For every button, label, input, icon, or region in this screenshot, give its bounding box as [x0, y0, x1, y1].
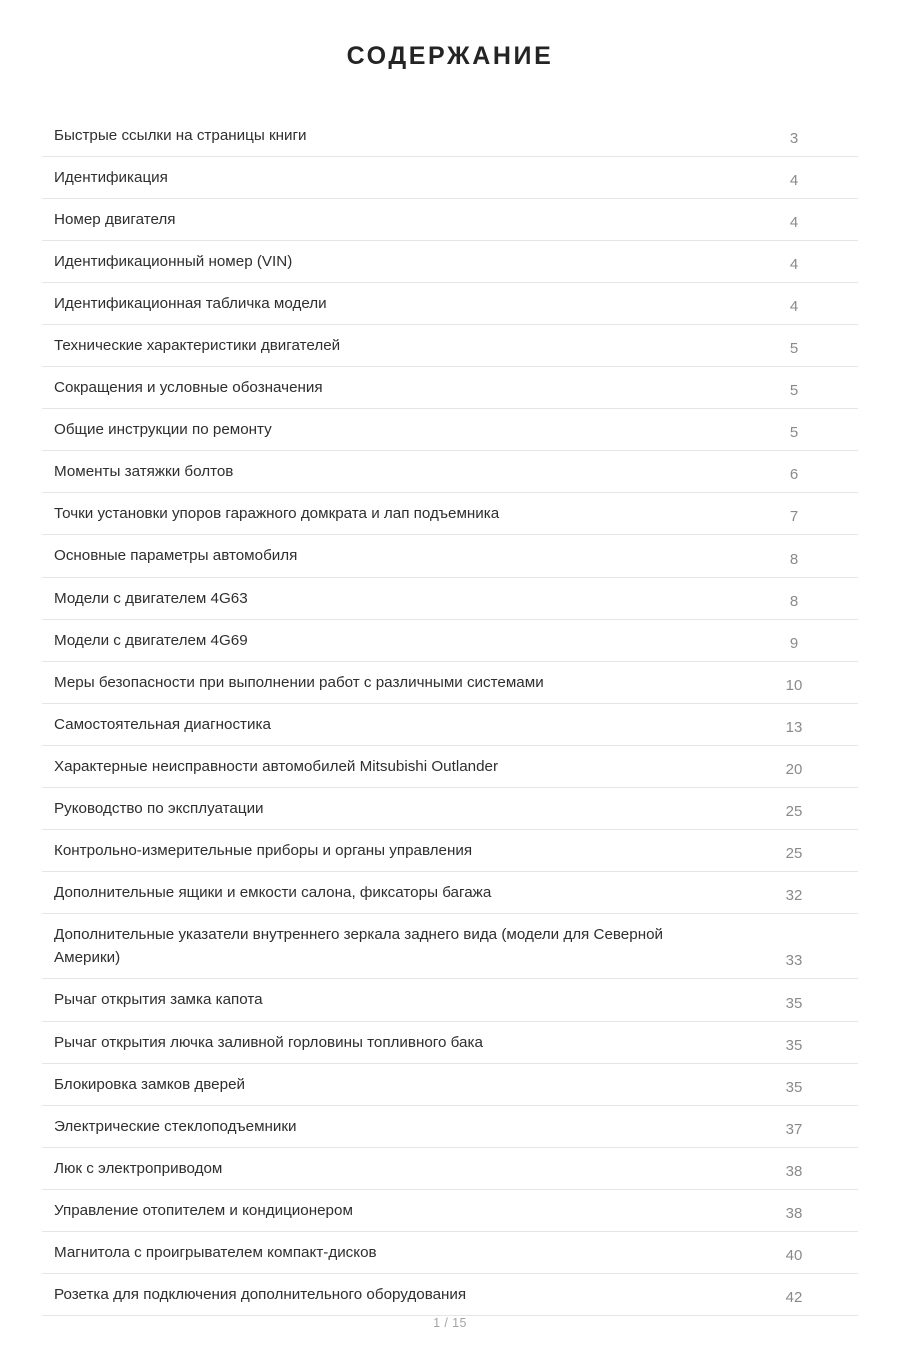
toc-entry-title[interactable]: Рычаг открытия замка капота: [54, 991, 263, 1009]
toc-row[interactable]: [42, 1063, 858, 1105]
toc-row[interactable]: [42, 1232, 858, 1274]
toc-row[interactable]: [42, 1274, 858, 1316]
toc-entry-page-number: 32: [785, 887, 803, 905]
toc-entry-title[interactable]: Блокировка замков дверей: [54, 1075, 245, 1093]
toc-entry-title[interactable]: Моменты затяжки болтов: [54, 463, 234, 481]
toc-entry-title[interactable]: Характерные неисправности автомобилей Mitsubishi Outlander: [54, 757, 499, 775]
toc-entry-page-number: 38: [785, 1205, 803, 1223]
page-title: СОДЕРЖАНИЕ: [346, 42, 554, 70]
toc-entry-title[interactable]: Самостоятельная диагностика: [54, 715, 271, 733]
toc-row[interactable]: [42, 1021, 858, 1063]
toc-entry-page-number: 5: [789, 382, 799, 400]
toc-row[interactable]: [42, 240, 858, 282]
toc-row[interactable]: [42, 577, 858, 619]
page-footer: 1 / 15: [433, 1316, 467, 1331]
toc-entry-page-number: 9: [789, 634, 799, 652]
toc-entry-title[interactable]: Модели с двигателем 4G69: [54, 631, 248, 649]
toc-entry-page-number: 3: [789, 129, 799, 147]
toc-entry-page-number: 4: [789, 171, 799, 189]
toc-entry-title[interactable]: Управление отопителем и кондиционером: [54, 1201, 353, 1219]
toc-entry-title[interactable]: Номер двигателя: [54, 210, 176, 228]
toc-entry-page-number: 20: [785, 761, 803, 778]
toc-row[interactable]: [42, 745, 858, 787]
toc-entry-title[interactable]: Контрольно-измерительные приборы и органы управления: [54, 842, 473, 860]
toc-row[interactable]: [42, 1189, 858, 1231]
toc-row[interactable]: [42, 409, 858, 451]
toc-row[interactable]: [42, 661, 858, 703]
toc-entry-title[interactable]: Быстрые ссылки на страницы книги: [54, 126, 307, 144]
toc-entry-page-number: 8: [789, 550, 799, 568]
toc-entry-page-number: 37: [785, 1120, 803, 1138]
toc-entry-title[interactable]: Модели с двигателем 4G63: [54, 589, 248, 607]
toc-entry-title[interactable]: Электрические стеклоподъемники: [54, 1117, 297, 1135]
toc-row[interactable]: [42, 914, 858, 979]
toc-entry-title[interactable]: Магнитола с проигрывателем компакт-дисков: [54, 1244, 377, 1262]
toc-row[interactable]: [42, 451, 858, 493]
toc-entry-page-number: 5: [789, 340, 799, 358]
toc-row[interactable]: [42, 324, 858, 366]
toc-entry-title[interactable]: Дополнительные ящики и емкости салона, фиксаторы багажа: [54, 884, 492, 902]
toc-row[interactable]: [42, 979, 858, 1021]
toc-entry-title[interactable]: Меры безопасности при выполнении работ с различными системами: [54, 673, 544, 691]
toc-row[interactable]: [42, 1147, 858, 1189]
toc-entry-title[interactable]: Технические характеристики двигателей: [54, 336, 341, 354]
toc-entry-page-number: 35: [785, 994, 803, 1012]
toc-entry-page-number: 4: [789, 255, 799, 273]
toc-entry-page-number: 5: [789, 424, 799, 442]
toc-entry-page-number: 8: [789, 592, 799, 610]
toc-entry-title[interactable]: Идентификационная табличка модели: [54, 294, 327, 312]
toc-entry-title[interactable]: Сокращения и условные обозначения: [54, 379, 323, 397]
toc-entry-title[interactable]: Дополнительные указатели внутреннего зеркала заднего вида (модели для Северной Америки): [54, 926, 664, 967]
toc-entry-page-number: 42: [785, 1289, 803, 1307]
toc-entry-page-number: 35: [785, 1078, 803, 1096]
toc-row[interactable]: [42, 367, 858, 409]
toc-entry-title[interactable]: Идентификация: [54, 168, 168, 186]
toc-entry-title[interactable]: Люк с электроприводом: [54, 1159, 223, 1177]
toc-entry-page-number: 35: [785, 1036, 803, 1054]
toc-row[interactable]: [42, 156, 858, 198]
toc-entry-page-number: 4: [789, 213, 799, 231]
toc-row[interactable]: [42, 872, 858, 914]
toc-entry-title[interactable]: Рычаг открытия лючка заливной горловины топливного бака: [54, 1033, 483, 1051]
toc-entry-title[interactable]: Общие инструкции по ремонту: [54, 421, 272, 439]
toc-entry-title[interactable]: Руководство по эксплуатации: [54, 800, 264, 817]
toc-entry-title[interactable]: Розетка для подключения дополнительного оборудования: [54, 1286, 467, 1304]
toc-row[interactable]: [42, 788, 858, 830]
toc-entry-page-number: 10: [785, 676, 803, 694]
toc-row[interactable]: [42, 198, 858, 240]
table-of-contents: [42, 115, 858, 1317]
toc-entry-page-number: 6: [789, 466, 799, 484]
toc-row[interactable]: [42, 115, 858, 157]
toc-row[interactable]: [42, 282, 858, 324]
toc-entry-title[interactable]: Основные параметры автомобиля: [54, 547, 298, 565]
toc-entry-page-number: 13: [785, 718, 803, 736]
toc-entry-title[interactable]: Точки установки упоров гаражного домкрата и лап подъемника: [54, 505, 500, 523]
toc-row[interactable]: [42, 535, 858, 577]
toc-entry-title[interactable]: Идентификационный номер (VIN): [54, 252, 293, 270]
toc-row[interactable]: [42, 830, 858, 872]
toc-entry-page-number: 38: [785, 1162, 803, 1180]
toc-entry-page-number: 33: [785, 952, 803, 970]
toc-entry-page-number: 7: [789, 508, 799, 526]
toc-entry-page-number: 25: [785, 845, 803, 863]
toc-entry-page-number: 40: [785, 1247, 803, 1265]
toc-row[interactable]: [42, 493, 858, 535]
toc-row[interactable]: [42, 703, 858, 745]
toc-row[interactable]: [42, 1105, 858, 1147]
toc-entry-page-number: 25: [785, 803, 803, 821]
toc-row[interactable]: [42, 619, 858, 661]
toc-entry-page-number: 4: [789, 297, 799, 315]
